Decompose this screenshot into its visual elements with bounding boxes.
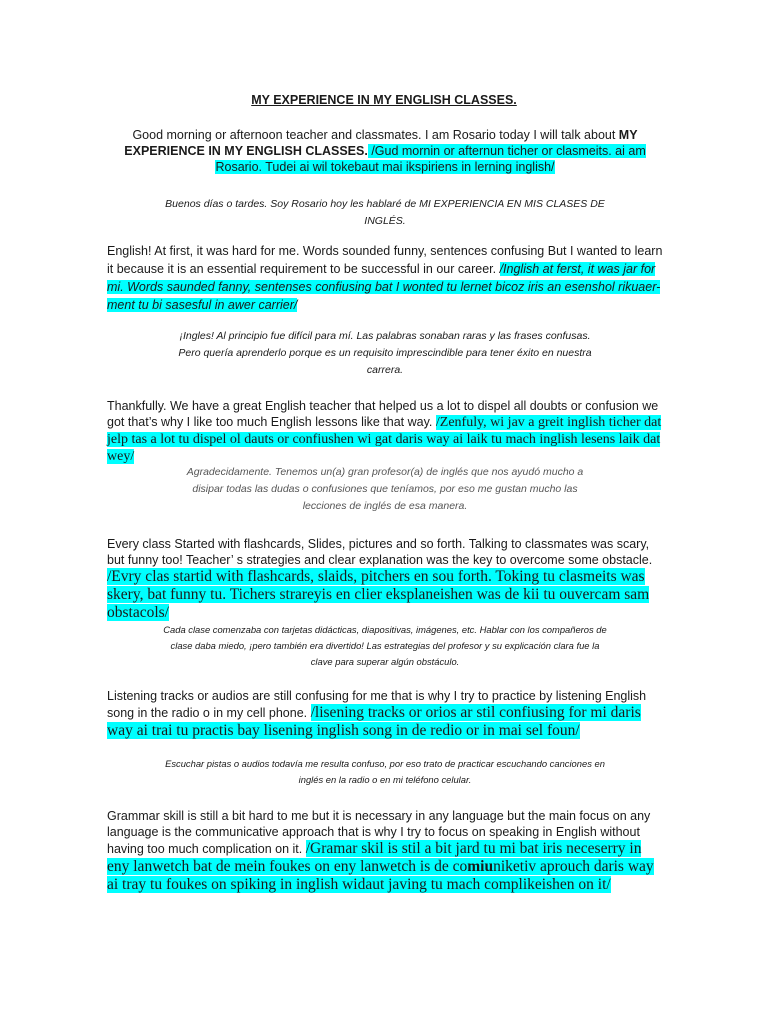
intro-phonetic: /Gud mornin or afternun ticher or clasmeits. ai am Rosario. Tudei ai wil tokebaut mai ikspiriens in lerning inglish/ [215, 144, 646, 174]
paragraph-5 [107, 808, 663, 894]
paragraph-4-spanish: Escuchar pistas o audios todavía me resulta confuso, por eso trato de practicar escuchando canciones en inglés en la radio o en mi teléfono celular. [165, 758, 605, 785]
paragraph-1-spanish: ¡Ingles! Al principio fue difícil para mí. Las palabras sonaban raras y las frases confusas. Pero quería aprenderlo porque es un requisito imprescindible para tener éxito en nuestra carrera. [178, 330, 592, 376]
paragraph-5-phonetic-start: /Gramar skil is stil a bit jard tu mi bat iris neceserry in eny lanwetch bat de mein foukes on eny lanwetch is de co [107, 840, 642, 875]
intro-spanish: Buenos días o tardes. Soy Rosario hoy les hablaré de MI EXPERIENCIA EN MIS CLASES DE INGLÉS. [165, 198, 605, 227]
paragraph-2-spanish: Agradecidamente. Tenemos un(a) gran profesor(a) de inglés que nos ayudó mucho a disipar todas las dudas o confusiones que teníamos, por eso me gustan mucho las lecciones de inglés de esa manera. [186, 466, 584, 512]
paragraph-3-text: Every class Started with flashcards, Slides, pictures and so forth. Talking to classmates was scary, but funny too! Teacher’ s strategies and clear explanation was the key to overcome some obstacle. [107, 537, 653, 567]
paragraph-3-spanish: Cada clase comenzaba con tarjetas didácticas, diapositivas, imágenes, etc. Hablar con los compañeros de clase daba miedo, ¡pero también era divertido! Las estrategias del profesor y su explicación clara fue la clave para superar algún obstáculo. [163, 624, 607, 667]
paragraph-5-text: Grammar skill is still a bit hard to me but it is necessary in any language but the main focus on any language is the communicative approach that is why I try to focus on speaking in English without having too much complication on it. [107, 809, 651, 856]
intro-bold-title: MY EXPERIENCE IN MY ENGLISH CLASSES. [124, 128, 638, 158]
paragraph-2-phonetic: /Zenfuly, wi jav a greit inglish ticher dat jelp tas a lot tu dispel ol dauts or confiushen wi gat daris way ai laik tu mach inglish lesens laik dat wey/ [107, 415, 662, 464]
paragraph-2-text: Thankfully. We have a great English teacher that helped us a lot to dispel all doubts or confusion we got that’s why I like too much English lessons like that way. [107, 399, 659, 429]
paragraph-5-phonetic-end: niketiv aprouch daris way ai tray tu foukes on spiking in inglish widaut javing tu mach complikeishen on it/ [107, 858, 654, 893]
paragraph-4 [107, 688, 663, 740]
paragraph-4-phonetic: /lisening tracks or orios ar stil confiusing for mi daris way ai trai tu practis bay lisening inglish song in de redio or in mai sel foun/ [107, 704, 641, 739]
paragraph-1 [107, 242, 663, 314]
paragraph-3-phonetic: /Evry clas startid with flashcards, slaids, pitchers en sou forth. Toking tu clasmeits was skery, bat funny tu. Tichers strareyis en clier eksplaneishen was de kii tu ouvercam sam obstacols/ [107, 568, 650, 621]
paragraph-5-phonetic-bold: miu [467, 858, 494, 875]
paragraph-3 [107, 536, 663, 622]
intro-text: Good morning or afternoon teacher and classmates. I am Rosario today I will talk about [132, 128, 619, 142]
paragraph-1-text: English! At first, it was hard for me. Words sounded funny, sentences confusing But I wanted to learn it because it is an essential requirement to be successful in our career. [107, 244, 663, 276]
intro-paragraph [107, 127, 663, 175]
paragraph-4-text: Listening tracks or audios are still confusing for me that is why I try to practice by listening English song in the radio o in my cell phone. [107, 689, 647, 720]
paragraph-1-phonetic: /Inglish at ferst, it was jar for mi. Words saunded fanny, sentenses confiusing bat I wonted tu lernet bicoz iris an esenshol rikuaer-ment tu bi sasesful in awer carrier/ [107, 262, 661, 312]
paragraph-2 [107, 398, 663, 465]
page-title: MY EXPERIENCE IN MY ENGLISH CLASSES. [251, 93, 517, 107]
